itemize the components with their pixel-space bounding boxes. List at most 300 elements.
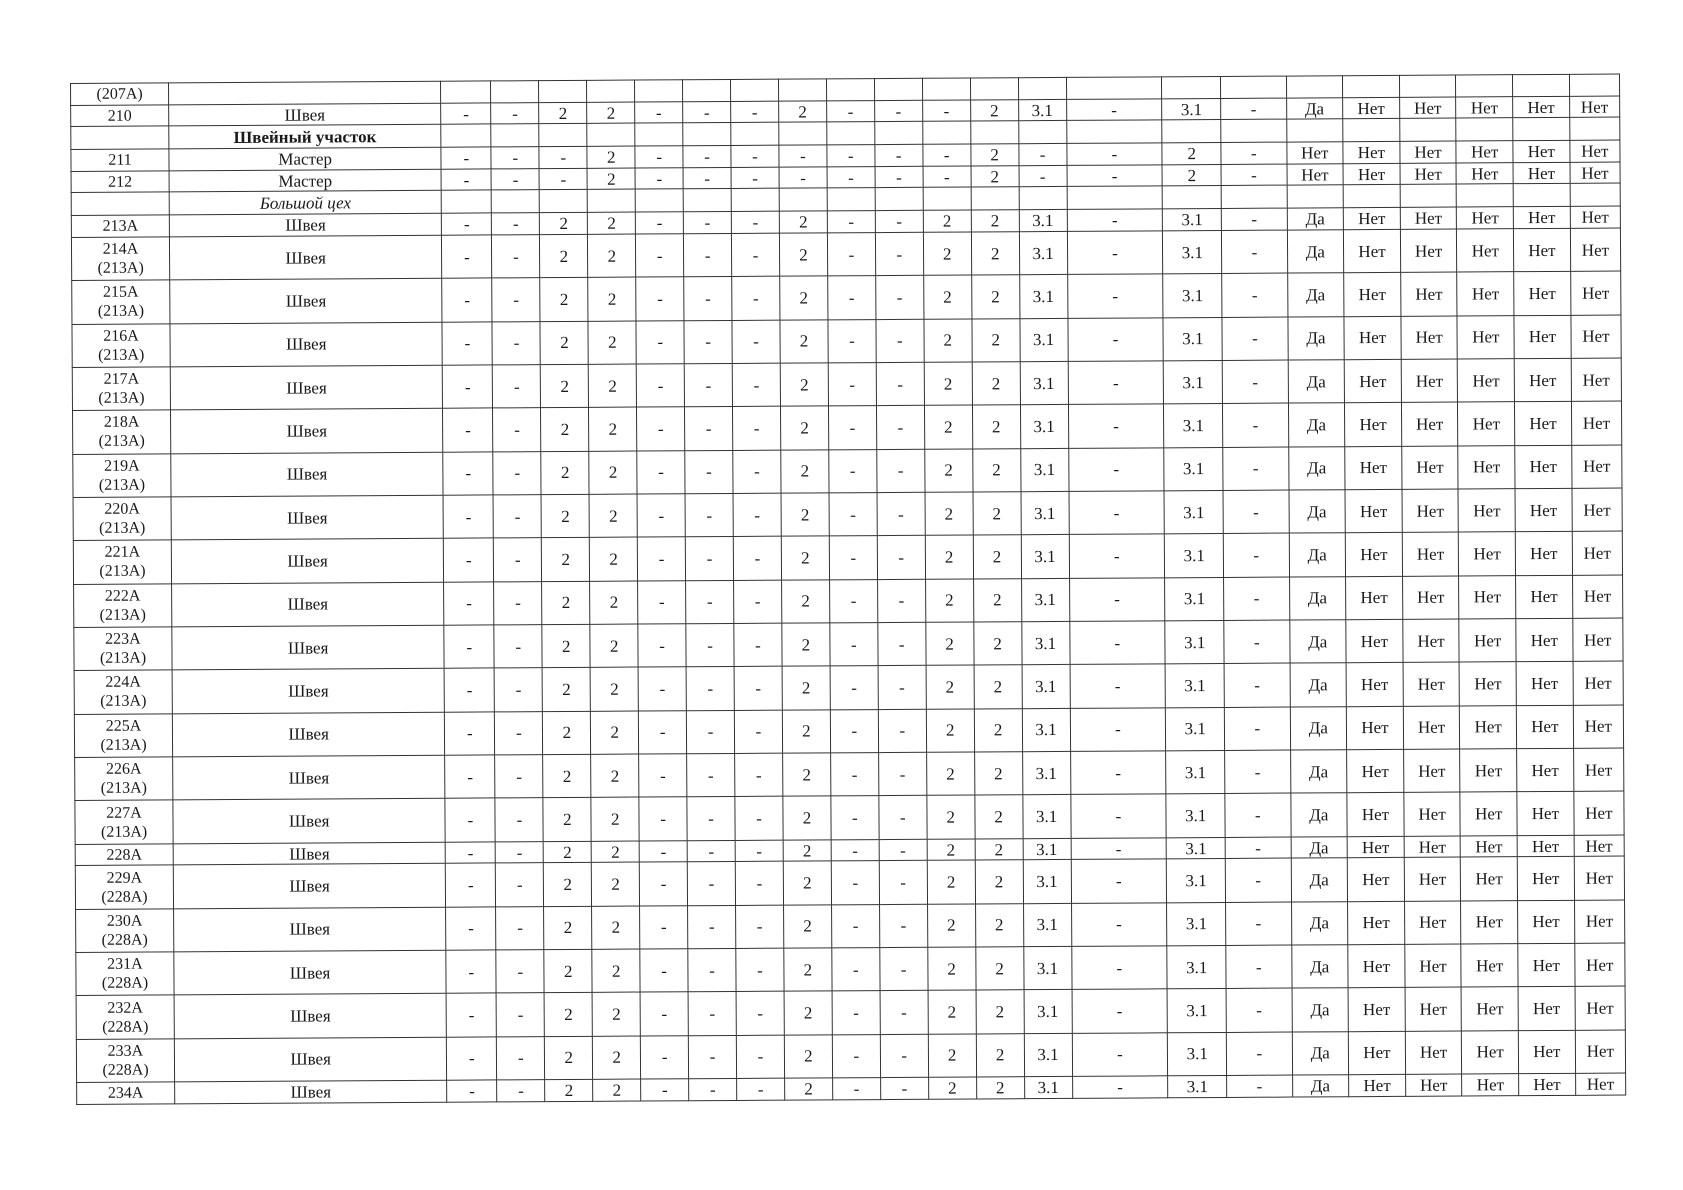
value-cell: - xyxy=(445,755,495,799)
value-cell: 2 xyxy=(589,364,637,408)
value-cell: 2 xyxy=(975,860,1023,904)
value-cell: - xyxy=(445,712,495,756)
value-cell: Да xyxy=(1289,620,1346,664)
value-cell: Нет xyxy=(1405,944,1462,988)
value-cell: 3.1 xyxy=(1021,621,1069,665)
value-cell: - xyxy=(829,493,877,537)
analog-code: (213А) xyxy=(100,693,147,711)
value-cell: 2 xyxy=(780,276,828,320)
empty-cell xyxy=(1400,184,1457,207)
value-cell: Нет xyxy=(1457,272,1514,316)
value-cell: 2 xyxy=(928,990,976,1034)
value-cell: - xyxy=(685,537,733,581)
value-cell: - xyxy=(539,168,587,190)
value-cell: - xyxy=(1225,858,1291,902)
value-cell: - xyxy=(832,948,880,992)
value-cell: - xyxy=(637,537,685,581)
analog-code: (213А) xyxy=(97,302,145,321)
value-cell: 2 xyxy=(545,1079,593,1101)
value-cell: - xyxy=(684,363,732,407)
workplace-code: 229А xyxy=(106,869,143,887)
analog-code: (213А) xyxy=(98,476,146,494)
empty-cell xyxy=(587,189,635,212)
value-cell: - xyxy=(1227,1075,1292,1097)
value-cell: Да xyxy=(1288,360,1345,404)
analog-code: (213А) xyxy=(99,562,146,581)
value-cell: 3.1 xyxy=(1164,360,1223,404)
value-cell: - xyxy=(1226,1032,1292,1076)
value-cell: Нет xyxy=(1517,835,1574,857)
value-cell: Нет xyxy=(1347,793,1404,837)
value-cell: Нет xyxy=(1459,575,1516,619)
value-cell: Нет xyxy=(1458,359,1515,403)
value-cell: 2 xyxy=(783,796,831,840)
value-cell: 2 xyxy=(971,232,1019,276)
value-cell: - xyxy=(539,146,587,168)
value-cell: 3.1 xyxy=(1022,795,1070,839)
value-cell: - xyxy=(734,580,782,624)
value-cell: Нет xyxy=(1513,207,1570,229)
empty-cell xyxy=(731,79,779,101)
value-cell: - xyxy=(831,796,879,840)
code-cell xyxy=(71,171,169,193)
value-cell: - xyxy=(1070,664,1166,708)
value-cell: - xyxy=(636,212,684,234)
value-cell: - xyxy=(1018,144,1066,166)
value-cell: Нет xyxy=(1405,1031,1462,1075)
profession-cell: Швея xyxy=(170,365,443,410)
analog-code: (213А) xyxy=(99,649,147,667)
code-cell xyxy=(71,149,169,171)
value-cell: - xyxy=(1067,209,1163,231)
value-cell: Нет xyxy=(1517,857,1574,901)
value-cell: - xyxy=(879,796,927,840)
empty-cell xyxy=(923,187,971,210)
value-cell: 2 xyxy=(973,622,1021,666)
value-cell: Нет xyxy=(1286,142,1343,164)
value-cell: 2 xyxy=(544,863,592,907)
value-cell: - xyxy=(731,101,779,123)
value-cell: 2 xyxy=(975,947,1023,991)
empty-cell xyxy=(587,80,635,102)
value-cell: 2 xyxy=(779,101,827,123)
value-cell: Нет xyxy=(1345,533,1402,577)
empty-cell xyxy=(1162,120,1221,143)
value-cell: - xyxy=(1067,231,1163,275)
value-cell: Да xyxy=(1291,836,1348,858)
empty-cell xyxy=(683,123,731,146)
value-cell: 3.1 xyxy=(1019,231,1067,275)
value-cell: 2 xyxy=(591,754,639,798)
value-cell: Да xyxy=(1288,446,1345,490)
value-cell: Нет xyxy=(1572,531,1623,575)
value-cell: - xyxy=(494,581,542,625)
code-cell xyxy=(71,237,169,281)
profession-cell: Мастер xyxy=(169,169,441,192)
value-cell: - xyxy=(876,406,924,450)
value-cell: - xyxy=(736,948,784,992)
value-cell: - xyxy=(877,579,925,623)
analog-code: (213А) xyxy=(100,736,147,754)
value-cell: - xyxy=(688,992,736,1036)
value-cell: 2 xyxy=(780,363,828,407)
profession-cell: Швея xyxy=(173,842,445,865)
value-cell: 2 xyxy=(783,861,831,905)
empty-cell xyxy=(1400,118,1457,141)
value-cell: 2 xyxy=(926,752,974,796)
value-cell: - xyxy=(496,863,544,907)
empty-cell xyxy=(1287,185,1344,208)
value-cell: Нет xyxy=(1574,791,1625,835)
value-cell: - xyxy=(1070,794,1166,838)
value-cell: 3.1 xyxy=(1021,491,1069,535)
value-cell: 2 xyxy=(587,168,635,190)
value-cell: 2 xyxy=(540,278,588,322)
value-cell: 3.1 xyxy=(1166,794,1225,838)
value-cell: - xyxy=(731,167,779,189)
value-cell: 2 xyxy=(590,667,638,711)
value-cell: - xyxy=(685,493,733,537)
value-cell: Нет xyxy=(1461,900,1518,944)
value-cell: - xyxy=(442,213,492,235)
analog-code: (213А) xyxy=(100,779,147,797)
value-cell: - xyxy=(441,103,491,125)
value-cell: - xyxy=(684,320,732,364)
value-cell: - xyxy=(831,861,879,905)
analog-code: (213А) xyxy=(98,432,145,451)
assessment-table xyxy=(70,74,1626,1105)
value-cell: Нет xyxy=(1571,445,1622,489)
profession-cell: Швея xyxy=(173,864,446,909)
value-cell: 2 xyxy=(587,102,635,124)
value-cell: 2 xyxy=(781,493,829,537)
workplace-code: 224А xyxy=(105,674,142,692)
empty-cell xyxy=(1399,75,1456,97)
value-cell: 3.1 xyxy=(1166,707,1225,751)
empty-cell xyxy=(1066,120,1162,143)
value-cell: 2 xyxy=(545,1036,593,1080)
value-cell: Нет xyxy=(1516,662,1573,706)
value-cell: Нет xyxy=(1570,140,1620,162)
code-cell xyxy=(73,497,171,541)
value-cell: 3.1 xyxy=(1164,447,1223,491)
value-cell: Нет xyxy=(1347,836,1404,858)
value-cell: Нет xyxy=(1346,576,1403,620)
value-cell: - xyxy=(731,211,779,233)
workplace-code: 217А xyxy=(103,370,140,388)
value-cell: Да xyxy=(1291,945,1348,989)
value-cell: 2 xyxy=(972,362,1020,406)
workplace-code: 212 xyxy=(108,173,133,191)
value-cell: Да xyxy=(1289,533,1346,577)
value-cell: - xyxy=(640,905,688,949)
value-cell: Нет xyxy=(1402,446,1459,490)
value-cell: Нет xyxy=(1346,706,1403,750)
value-cell: - xyxy=(635,101,683,123)
value-cell: - xyxy=(830,623,878,667)
profession-cell: Швея xyxy=(169,213,441,236)
value-cell: Нет xyxy=(1515,532,1572,576)
profession-cell: Швея xyxy=(171,408,444,453)
value-cell: - xyxy=(444,668,494,712)
value-cell: 2 xyxy=(783,753,831,797)
value-cell: 2 xyxy=(541,364,589,408)
value-cell: Нет xyxy=(1456,162,1513,184)
value-cell: - xyxy=(831,904,879,948)
value-cell: - xyxy=(828,276,876,320)
value-cell: - xyxy=(1072,1076,1168,1099)
value-cell: Нет xyxy=(1573,661,1624,705)
value-cell: - xyxy=(731,145,779,167)
value-cell: 3.1 xyxy=(1023,903,1071,947)
value-cell: Нет xyxy=(1513,162,1570,184)
code-cell xyxy=(72,280,170,324)
empty-cell xyxy=(971,187,1019,210)
value-cell: - xyxy=(636,234,684,278)
value-cell: - xyxy=(1226,945,1292,989)
value-cell: 2 xyxy=(926,622,974,666)
value-cell: 2 xyxy=(542,538,590,582)
value-cell: Да xyxy=(1292,988,1349,1032)
value-cell: - xyxy=(443,451,493,495)
value-cell: 3.1 xyxy=(1168,1076,1227,1098)
code-cell xyxy=(73,540,171,584)
value-cell: - xyxy=(1071,903,1167,947)
value-cell: - xyxy=(638,667,686,711)
value-cell: 3.1 xyxy=(1022,708,1070,752)
empty-cell xyxy=(635,189,683,212)
empty-cell xyxy=(779,122,827,145)
value-cell: Нет xyxy=(1517,748,1574,792)
value-cell: 2 xyxy=(972,318,1020,362)
value-cell: 2 xyxy=(974,708,1022,752)
value-cell: 2 xyxy=(539,102,587,124)
value-cell: Нет xyxy=(1343,163,1400,185)
value-cell: - xyxy=(1221,208,1286,230)
value-cell: - xyxy=(1225,837,1290,859)
value-cell: 2 xyxy=(972,448,1020,492)
value-cell: 3.1 xyxy=(1022,665,1070,709)
code-cell xyxy=(72,323,170,367)
value-cell: 2 xyxy=(541,494,589,538)
value-cell: - xyxy=(444,625,494,669)
value-cell: 2 xyxy=(974,752,1022,796)
value-cell: - xyxy=(879,861,927,905)
value-cell: - xyxy=(731,233,779,277)
value-cell: - xyxy=(688,948,736,992)
value-cell: - xyxy=(875,166,923,188)
value-cell: - xyxy=(1224,707,1290,751)
value-cell: 2 xyxy=(779,211,827,233)
value-cell: - xyxy=(1066,143,1162,165)
value-cell: 3.1 xyxy=(1020,318,1068,362)
value-cell: - xyxy=(832,1034,880,1078)
value-cell: 3.1 xyxy=(1024,1033,1072,1077)
value-cell: Нет xyxy=(1461,835,1518,857)
empty-cell xyxy=(922,121,970,144)
code-cell xyxy=(74,714,172,758)
value-cell: Да xyxy=(1287,230,1344,274)
value-cell: - xyxy=(686,710,734,754)
analog-code: (228А) xyxy=(102,1061,149,1079)
profession-cell: Швея xyxy=(169,103,441,126)
value-cell: Нет xyxy=(1458,445,1515,489)
code-cell xyxy=(71,126,169,149)
value-cell: Нет xyxy=(1574,943,1625,987)
code-cell xyxy=(71,192,169,215)
value-cell: 2 xyxy=(971,275,1019,319)
empty-cell xyxy=(1221,76,1286,98)
value-cell: 2 xyxy=(784,905,832,949)
value-cell: - xyxy=(1221,142,1286,164)
value-cell: 2 xyxy=(540,321,588,365)
value-cell: 3.1 xyxy=(1021,535,1069,579)
value-cell: - xyxy=(491,147,539,169)
value-cell: Нет xyxy=(1572,488,1623,532)
value-cell: - xyxy=(687,840,735,862)
value-cell: - xyxy=(876,319,924,363)
value-cell: 2 xyxy=(591,797,639,841)
value-cell: 2 xyxy=(591,711,639,755)
value-cell: 2 xyxy=(923,275,971,319)
value-cell: Нет xyxy=(1348,901,1405,945)
value-cell: Нет xyxy=(1402,532,1459,576)
empty-cell xyxy=(1513,74,1570,96)
value-cell: 3.1 xyxy=(1020,448,1068,492)
value-cell: 2 xyxy=(540,234,588,278)
value-cell: 2 xyxy=(780,406,828,450)
value-cell: Нет xyxy=(1575,1073,1625,1095)
value-cell: - xyxy=(493,451,541,495)
value-cell: Нет xyxy=(1514,315,1571,359)
value-cell: Нет xyxy=(1346,619,1403,663)
value-cell: - xyxy=(734,666,782,710)
value-cell: 2 xyxy=(588,321,636,365)
value-cell: Нет xyxy=(1514,272,1571,316)
empty-cell xyxy=(827,122,875,145)
workplace-code: 231А xyxy=(107,955,143,973)
value-cell: - xyxy=(830,666,878,710)
value-cell: 2 xyxy=(783,840,831,862)
code-cell xyxy=(77,1082,175,1105)
value-cell: - xyxy=(495,755,543,799)
value-cell: - xyxy=(447,1080,497,1102)
value-cell: - xyxy=(1223,447,1289,491)
value-cell: 3.1 xyxy=(1167,945,1226,989)
value-cell: Нет xyxy=(1518,987,1575,1031)
empty-cell xyxy=(1162,76,1221,98)
value-cell: - xyxy=(1068,361,1164,405)
value-cell: - xyxy=(1226,988,1292,1032)
value-cell: 3.1 xyxy=(1163,230,1222,274)
code-cell xyxy=(76,952,174,996)
value-cell: Нет xyxy=(1458,489,1515,533)
value-cell: 2 xyxy=(589,451,637,495)
value-cell: - xyxy=(446,863,496,907)
value-cell: 2 xyxy=(971,165,1019,187)
value-cell: Нет xyxy=(1400,207,1457,229)
value-cell: Нет xyxy=(1515,488,1572,532)
value-cell: 2 xyxy=(928,947,976,991)
value-cell: 3.1 xyxy=(1168,1032,1227,1076)
empty-cell xyxy=(922,78,970,100)
table-body xyxy=(71,74,1626,1104)
value-cell: Нет xyxy=(1403,706,1460,750)
workplace-code: 221А xyxy=(104,544,141,562)
value-cell: - xyxy=(635,168,683,190)
value-cell: - xyxy=(1222,273,1288,317)
analog-code: (228А) xyxy=(102,1018,149,1036)
value-cell: - xyxy=(1070,751,1166,795)
value-cell: 2 xyxy=(593,1036,641,1080)
value-cell: 2 xyxy=(924,319,972,363)
value-cell: - xyxy=(689,1079,737,1101)
value-cell: - xyxy=(641,1035,689,1079)
value-cell: - xyxy=(828,406,876,450)
value-cell: - xyxy=(879,904,927,948)
empty-cell xyxy=(970,78,1018,100)
empty-cell xyxy=(1456,75,1513,97)
value-cell: 2 xyxy=(927,904,975,948)
profession-cell: Швея xyxy=(172,625,445,670)
value-cell: 2 xyxy=(588,277,636,321)
workplace-code: 226А xyxy=(105,760,142,778)
value-cell: 3.1 xyxy=(1166,750,1225,794)
value-cell: - xyxy=(733,406,781,450)
value-cell: 2 xyxy=(589,494,637,538)
value-cell: 2 xyxy=(1162,143,1221,165)
empty-cell xyxy=(1343,75,1400,97)
value-cell: 2 xyxy=(973,492,1021,536)
value-cell: 3.1 xyxy=(1022,751,1070,795)
empty-cell xyxy=(875,188,923,211)
value-cell: - xyxy=(880,991,928,1035)
value-cell: Да xyxy=(1292,1075,1349,1097)
value-cell: 2 xyxy=(974,665,1022,709)
value-cell: 2 xyxy=(1162,164,1221,186)
value-cell: - xyxy=(829,449,877,493)
empty-cell xyxy=(1018,121,1066,144)
workplace-code: 230А xyxy=(106,912,143,930)
value-cell: - xyxy=(688,1035,736,1079)
value-cell: - xyxy=(1223,533,1289,577)
value-cell: Нет xyxy=(1345,489,1402,533)
value-cell: Нет xyxy=(1575,986,1626,1030)
value-cell: Нет xyxy=(1460,792,1517,836)
value-cell: Нет xyxy=(1574,856,1625,900)
value-cell: - xyxy=(1068,447,1164,491)
code-cell xyxy=(75,800,173,844)
value-cell: 2 xyxy=(976,990,1024,1034)
value-cell: Нет xyxy=(1344,229,1401,273)
value-cell: 3.1 xyxy=(1165,577,1224,621)
value-cell: 2 xyxy=(587,146,635,168)
value-cell: - xyxy=(779,167,827,189)
empty-cell xyxy=(491,81,539,103)
empty-cell xyxy=(779,188,827,211)
value-cell: - xyxy=(732,276,780,320)
value-cell: - xyxy=(877,492,925,536)
value-cell: - xyxy=(638,624,686,668)
value-cell: Да xyxy=(1290,750,1347,794)
value-cell: - xyxy=(683,212,731,234)
value-cell: - xyxy=(877,536,925,580)
value-cell: 2 xyxy=(542,668,590,712)
value-cell: 2 xyxy=(925,579,973,623)
value-cell: - xyxy=(492,321,540,365)
value-cell: 3.1 xyxy=(1167,989,1226,1033)
code-cell xyxy=(73,410,171,454)
